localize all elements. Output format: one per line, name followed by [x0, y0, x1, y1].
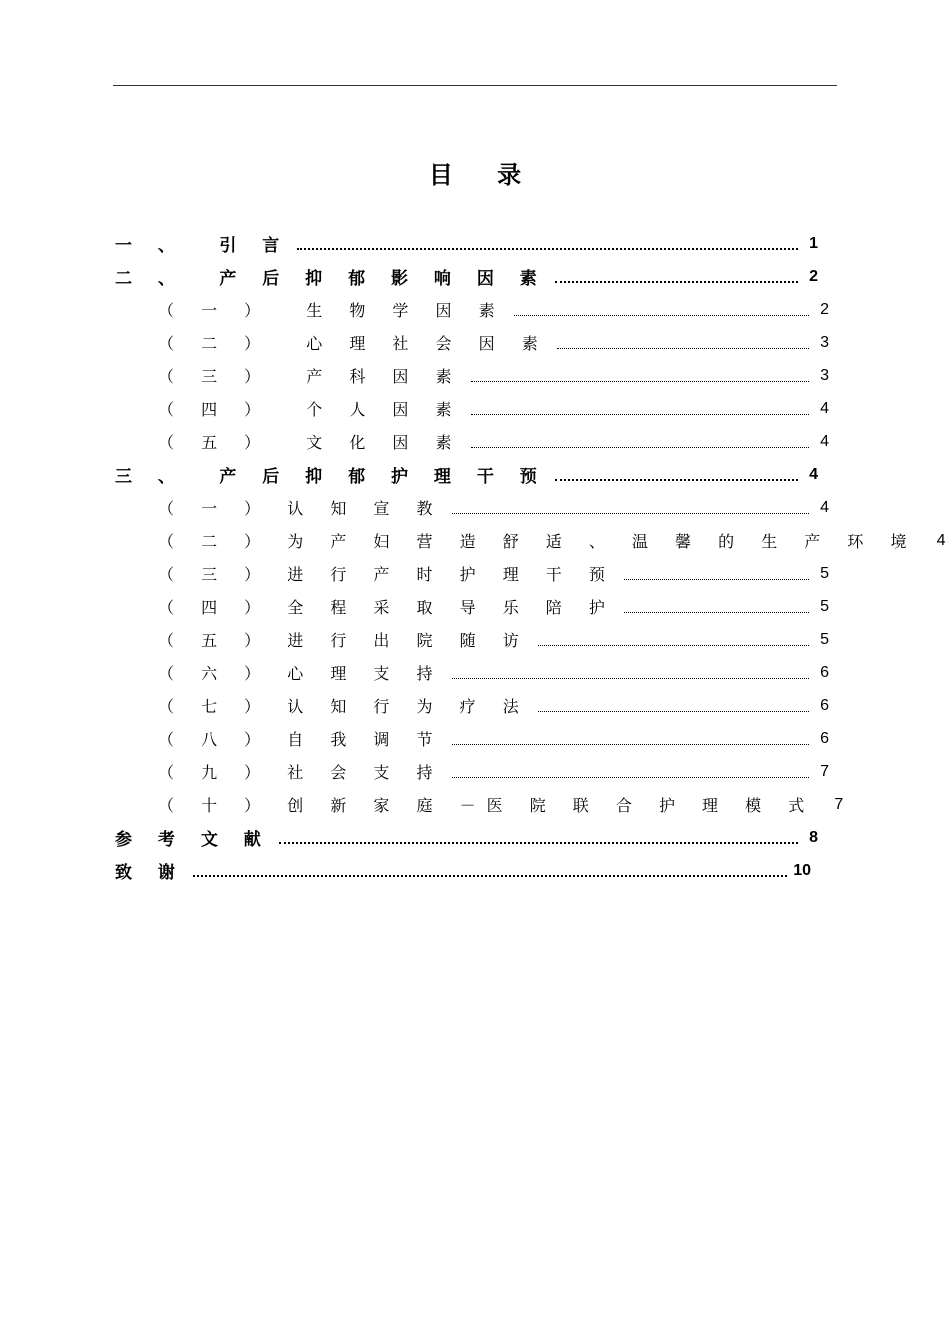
- toc-page-number: 7: [834, 795, 844, 813]
- toc-entry[interactable]: [115, 821, 818, 854]
- toc-entry-label: （ 四 ） 个 人 因 素: [158, 400, 463, 419]
- toc-entry[interactable]: [158, 557, 829, 590]
- toc-entry-label: （ 五 ） 文 化 因 素: [158, 433, 463, 452]
- toc-page-number: 6: [820, 696, 829, 714]
- toc-entry-label: 三 、 产 后 抑 郁 护 理 干 预: [115, 467, 547, 487]
- toc-leader: [555, 267, 798, 287]
- toc-leader: [555, 465, 798, 485]
- toc-entry[interactable]: [158, 524, 946, 557]
- toc-leader: [193, 861, 787, 881]
- toc-page-number: 5: [820, 597, 829, 615]
- toc-entry[interactable]: [158, 689, 829, 722]
- toc-entry[interactable]: [115, 458, 818, 491]
- toc-entry-label: （ 二 ） 为 产 妇 营 造 舒 适 、 温 馨 的 生 产 环 境: [158, 532, 918, 551]
- toc-leader: [624, 597, 809, 617]
- toc-entry[interactable]: [158, 491, 829, 524]
- toc-entry-label: （ 三 ） 产 科 因 素: [158, 367, 463, 386]
- toc-entry-label: （ 五 ） 进 行 出 院 随 访: [158, 631, 530, 650]
- toc-leader: [279, 828, 798, 848]
- toc-page-number: 3: [820, 333, 829, 351]
- toc-entry[interactable]: [158, 788, 844, 821]
- toc-leader: [557, 333, 809, 353]
- toc-entry-label: （ 一 ） 认 知 宣 教: [158, 499, 444, 518]
- toc-page-number: 4: [820, 399, 829, 417]
- toc-entry[interactable]: [158, 656, 829, 689]
- toc-leader: [538, 696, 809, 716]
- toc-entry[interactable]: [115, 854, 811, 887]
- toc-leader: [471, 432, 809, 452]
- toc-page-number: 2: [820, 300, 829, 318]
- toc-entry-label: （ 十 ） 创 新 家 庭 －医 院 联 合 护 理 模 式: [158, 796, 816, 815]
- toc-page-number: 6: [820, 729, 829, 747]
- toc-page-number: 4: [820, 498, 829, 516]
- toc-entry[interactable]: [158, 425, 829, 458]
- toc-leader: [471, 399, 809, 419]
- toc-entry[interactable]: [158, 590, 829, 623]
- toc-leader: [471, 366, 809, 386]
- toc-page-number: 3: [820, 366, 829, 384]
- toc-leader: [452, 762, 809, 782]
- toc-entry-label: 二 、 产 后 抑 郁 影 响 因 素: [115, 269, 547, 289]
- toc-entry-label: （ 六 ） 心 理 支 持: [158, 664, 444, 683]
- toc-leader: [452, 663, 809, 683]
- toc-page-number: 4: [820, 432, 829, 450]
- toc-page-number: 10: [793, 861, 811, 879]
- toc-leader: [514, 300, 809, 320]
- toc-entry-label: （ 四 ） 全 程 采 取 导 乐 陪 护: [158, 598, 616, 617]
- toc-entry[interactable]: [158, 722, 829, 755]
- toc-entry-label: （ 二 ） 心 理 社 会 因 素: [158, 334, 549, 353]
- toc-entry[interactable]: [158, 359, 829, 392]
- toc-page-number: 6: [820, 663, 829, 681]
- toc-page-number: 4: [809, 465, 818, 483]
- toc-entry[interactable]: [158, 326, 829, 359]
- toc-entry-label: 一 、 引 言: [115, 236, 290, 256]
- toc-leader: [538, 630, 809, 650]
- toc-page-number: 2: [809, 267, 818, 285]
- toc-entry[interactable]: [115, 260, 818, 293]
- toc-entry-label: （ 一 ） 生 物 学 因 素: [158, 301, 506, 320]
- page-title: 目 录: [428, 161, 540, 189]
- toc-leader: [452, 498, 809, 518]
- toc-entry-label: 参 考 文 献: [115, 830, 271, 850]
- toc-page-number: 1: [809, 234, 818, 252]
- toc-leader: [624, 564, 809, 584]
- toc-page-number: 8: [809, 828, 818, 846]
- toc-entry-label: （ 三 ） 进 行 产 时 护 理 干 预: [158, 565, 616, 584]
- toc-page-number: 4: [936, 531, 946, 549]
- toc-entry[interactable]: [158, 755, 829, 788]
- toc-entry[interactable]: [158, 623, 829, 656]
- header-rule: [113, 85, 837, 86]
- toc-page-number: 7: [820, 762, 829, 780]
- toc-leader: [452, 729, 809, 749]
- toc-entry[interactable]: [158, 293, 829, 326]
- toc-entry-label: （ 七 ） 认 知 行 为 疗 法: [158, 697, 530, 716]
- toc-entry[interactable]: [115, 227, 818, 260]
- toc-entry-label: （ 八 ） 自 我 调 节: [158, 730, 444, 749]
- toc-page-number: 5: [820, 564, 829, 582]
- toc-entry-label: 致 谢: [115, 863, 185, 883]
- toc-leader: [297, 234, 798, 254]
- toc-entry[interactable]: [158, 392, 829, 425]
- toc-entry-label: （ 九 ） 社 会 支 持: [158, 763, 444, 782]
- toc-page-number: 5: [820, 630, 829, 648]
